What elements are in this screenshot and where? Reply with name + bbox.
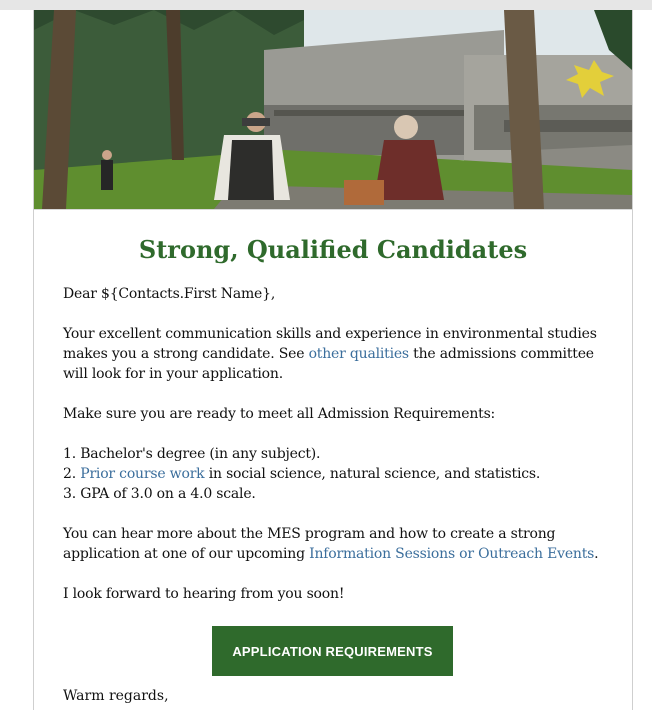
application-requirements-button[interactable]: APPLICATION REQUIREMENTS <box>212 626 453 676</box>
signoff: Warm regards, <box>63 688 169 704</box>
list-item: 1. Bachelor's degree (in any subject). <box>63 446 321 462</box>
qualities-paragraph: Your excellent communication skills and experience in environmental studies makes you a strong candidate. See other qualities the admissions committee will look for in your application. <box>63 326 597 382</box>
other-qualities-link[interactable]: other qualities <box>308 346 409 362</box>
info-sessions-paragraph: You can hear more about the MES program and how to create a strong application at one of our upcoming Information Sessions or Outreach Events. <box>63 526 599 562</box>
prior-course-work-link[interactable]: Prior course work <box>80 466 205 482</box>
closing-line: I look forward to hearing from you soon! <box>63 586 345 602</box>
email-body <box>63 284 603 624</box>
info-sessions-link[interactable]: Information Sessions or Outreach Events <box>309 546 595 562</box>
email-card <box>33 10 633 710</box>
list-item: 3. GPA of 3.0 on a 4.0 scale. <box>63 486 256 502</box>
requirements-list <box>63 444 603 504</box>
top-strip <box>0 0 652 10</box>
requirements-intro: Make sure you are ready to meet all Admission Requirements: <box>63 406 496 422</box>
hero-image <box>34 10 632 210</box>
greeting: Dear ${Contacts.First Name}, <box>63 286 276 302</box>
email-title: Strong, Qualified Candidates <box>138 235 528 264</box>
campus-photo <box>34 10 632 209</box>
list-item: 2. Prior course work in social science, natural science, and statistics. <box>63 466 541 482</box>
